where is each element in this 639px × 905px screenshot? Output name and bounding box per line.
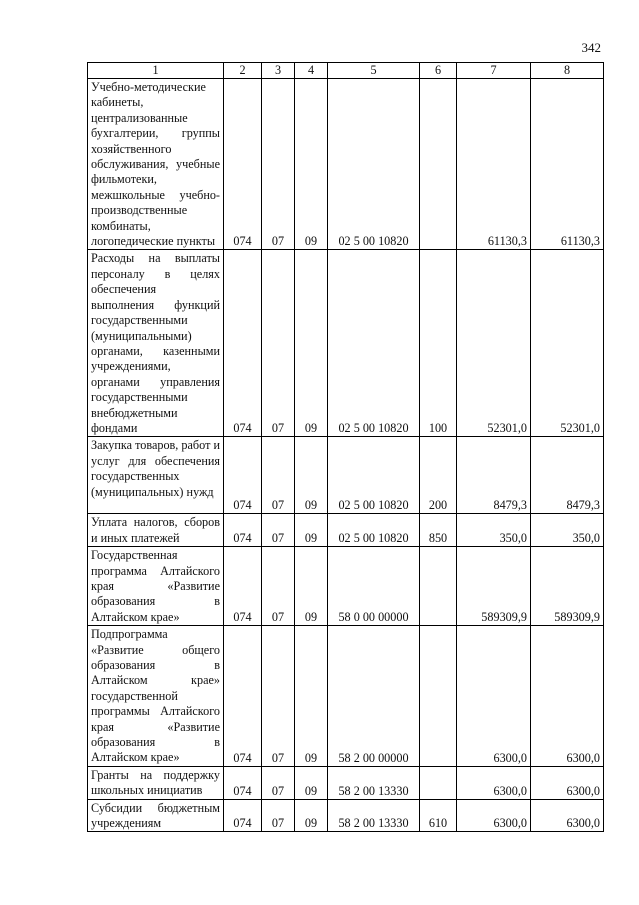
row-name: Гранты на поддержку школьных инициатив <box>88 766 224 799</box>
cell-col7: 52301,0 <box>457 250 531 437</box>
row-name: Уплата налогов, сборов и иных платежей <box>88 514 224 547</box>
page-number: 342 <box>581 40 601 55</box>
table-row <box>88 799 604 832</box>
row-name: Подпрограмма «Развитие общего образования в Алтайском крае» государственной программы Алтайского края «Развитие образования в Алтайском крае» <box>88 626 224 767</box>
cell-col6: 850 <box>420 514 457 547</box>
row-name: Субсидии бюджетным учреждениям <box>88 799 224 832</box>
cell-col2: 074 <box>224 626 262 767</box>
cell-col7: 589309,9 <box>457 547 531 626</box>
row-name: Государственная программа Алтайского края «Развитие образования в Алтайском крае» <box>88 547 224 626</box>
table-row <box>88 437 604 514</box>
cell-col3: 07 <box>262 547 295 626</box>
cell-col5: 58 2 00 13330 <box>328 766 420 799</box>
header-cell: 1 <box>88 63 224 79</box>
cell-col2: 074 <box>224 437 262 514</box>
cell-col7: 6300,0 <box>457 766 531 799</box>
header-cell: 4 <box>295 63 328 79</box>
cell-col8: 6300,0 <box>531 766 604 799</box>
header-row <box>88 63 604 79</box>
cell-col7: 8479,3 <box>457 437 531 514</box>
cell-col6: 200 <box>420 437 457 514</box>
cell-col5: 02 5 00 10820 <box>328 250 420 437</box>
header-cell: 3 <box>262 63 295 79</box>
cell-col4: 09 <box>295 766 328 799</box>
cell-col4: 09 <box>295 547 328 626</box>
cell-col5: 02 5 00 10820 <box>328 79 420 250</box>
budget-table <box>87 62 604 832</box>
cell-col6 <box>420 79 457 250</box>
cell-col2: 074 <box>224 79 262 250</box>
table-row <box>88 626 604 767</box>
row-name: Закупка товаров, работ и услуг для обеспечения государственных (муниципальных) нужд <box>88 437 224 514</box>
cell-col5: 02 5 00 10820 <box>328 514 420 547</box>
cell-col7: 6300,0 <box>457 626 531 767</box>
cell-col6 <box>420 626 457 767</box>
cell-col3: 07 <box>262 437 295 514</box>
cell-col6 <box>420 547 457 626</box>
table-row <box>88 250 604 437</box>
cell-col8: 6300,0 <box>531 626 604 767</box>
header-cell: 7 <box>457 63 531 79</box>
cell-col3: 07 <box>262 250 295 437</box>
cell-col3: 07 <box>262 766 295 799</box>
cell-col3: 07 <box>262 799 295 832</box>
cell-col2: 074 <box>224 799 262 832</box>
cell-col6: 610 <box>420 799 457 832</box>
row-name: Расходы на выплаты персоналу в целях обеспечения выполнения функций государственными (муниципальными) органами, казенными учреждениями, органами управления государственными внебюджетными фондами <box>88 250 224 437</box>
cell-col5: 58 0 00 00000 <box>328 547 420 626</box>
cell-col7: 350,0 <box>457 514 531 547</box>
header-cell: 6 <box>420 63 457 79</box>
header-cell: 8 <box>531 63 604 79</box>
cell-col4: 09 <box>295 437 328 514</box>
table-row <box>88 514 604 547</box>
cell-col7: 6300,0 <box>457 799 531 832</box>
cell-col8: 589309,9 <box>531 547 604 626</box>
cell-col8: 52301,0 <box>531 250 604 437</box>
header-cell: 2 <box>224 63 262 79</box>
row-name: Учебно-методические кабинеты, централизованные бухгалтерии, группы хозяйственного обслуживания, учебные фильмотеки, межшкольные учебно-производственные комбинаты, логопедические пункты <box>88 79 224 250</box>
cell-col5: 02 5 00 10820 <box>328 437 420 514</box>
cell-col8: 6300,0 <box>531 799 604 832</box>
cell-col3: 07 <box>262 79 295 250</box>
table-row <box>88 766 604 799</box>
cell-col6 <box>420 766 457 799</box>
cell-col3: 07 <box>262 626 295 767</box>
cell-col6: 100 <box>420 250 457 437</box>
cell-col4: 09 <box>295 250 328 437</box>
cell-col8: 8479,3 <box>531 437 604 514</box>
cell-col2: 074 <box>224 547 262 626</box>
cell-col2: 074 <box>224 250 262 437</box>
cell-col4: 09 <box>295 514 328 547</box>
cell-col2: 074 <box>224 514 262 547</box>
cell-col2: 074 <box>224 766 262 799</box>
cell-col8: 350,0 <box>531 514 604 547</box>
cell-col4: 09 <box>295 626 328 767</box>
table-row <box>88 547 604 626</box>
cell-col7: 61130,3 <box>457 79 531 250</box>
cell-col4: 09 <box>295 79 328 250</box>
cell-col5: 58 2 00 00000 <box>328 626 420 767</box>
cell-col4: 09 <box>295 799 328 832</box>
cell-col3: 07 <box>262 514 295 547</box>
table-row <box>88 79 604 250</box>
header-cell: 5 <box>328 63 420 79</box>
cell-col5: 58 2 00 13330 <box>328 799 420 832</box>
cell-col8: 61130,3 <box>531 79 604 250</box>
